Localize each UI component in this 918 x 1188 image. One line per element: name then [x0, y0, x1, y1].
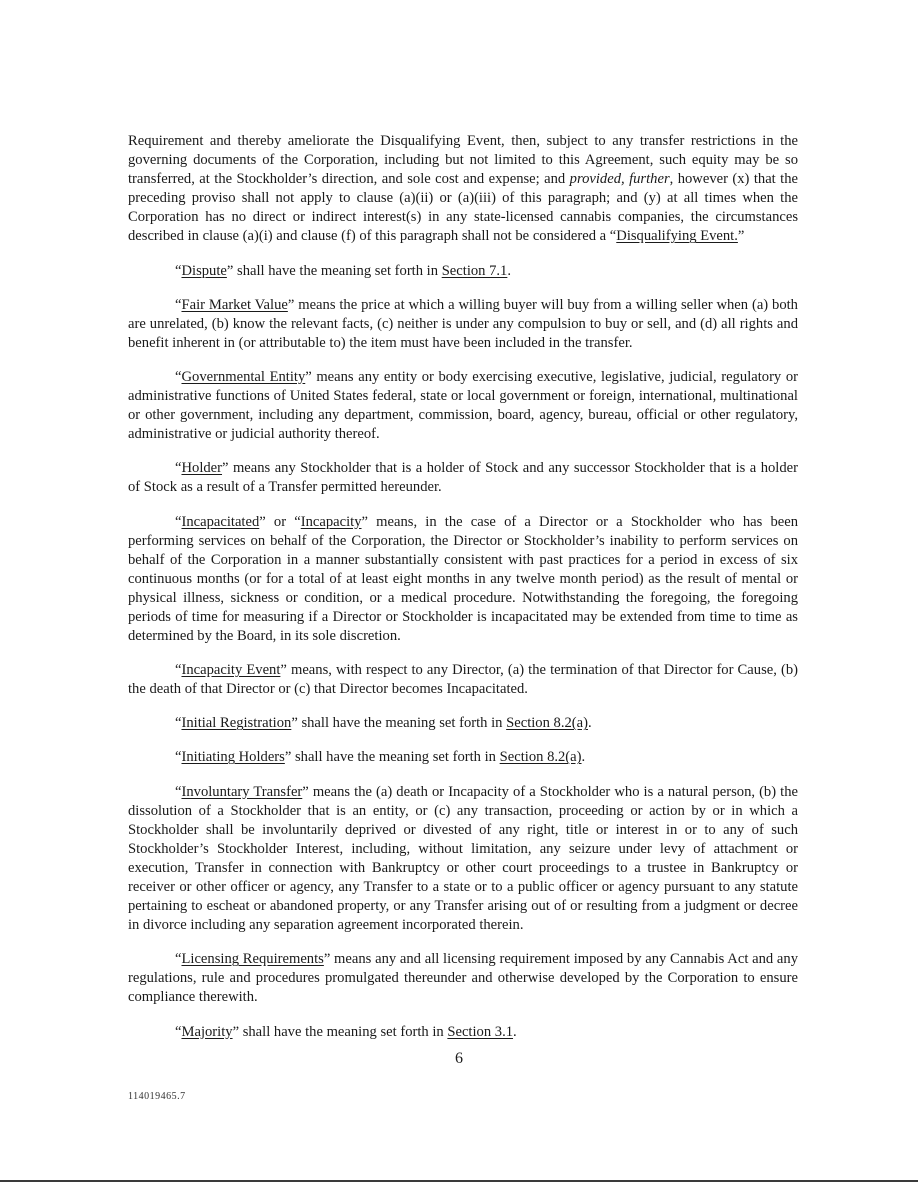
definition-text: ” means the price at which a willing buyer will buy from a willing seller when (a) both are unrelated, (b) know the relevant facts, (c) neither is under any compulsion to buy or sell, and (d) all rights and benefit inherent in (or attributable to) the item must have been included in the transfer.: [128, 296, 798, 351]
defined-term: Majority: [181, 1023, 233, 1040]
defined-term: Governmental Entity: [181, 368, 306, 385]
page-number: 6: [455, 1050, 463, 1067]
paragraph-text: Requirement and thereby ameliorate the Disqualifying Event, then, subject to any transfer restrictions in the governing documents of the Corporation, including but not limited to this Agreement, such equity may be so transferred, at the Stockholder’s direction, and sole cost and expense; and: [128, 133, 798, 188]
definition-text: ” shall have the meaning set forth in: [284, 749, 500, 766]
definition-text: ” means, in the case of a Director or a Stockholder who has been performing services on behalf of the Corporation, the Director or Stockholder’s inability to perform services on behalf of the Corporation in a manner substantially consistent with past practices for a period in excess of six continuous months (or for a total of at least eight months in any twelve month period) as the result of mental or physical illness, sickness or condition, or a medical procedure. Notwithstanding the foregoing, the foregoing periods of time for measuring if a Director or Stockholder is incapacitated may be extended from time to time as determined by the Board, in its sole discretion.: [128, 513, 798, 645]
defined-term: Involuntary Transfer: [181, 783, 303, 800]
definition-incapacitated: “Incapacitated” or “Incapacity” means, in the case of a Director or a Stockholder who has been performing services on behalf of the Corporation, the Director or Stockholder’s inability to perform services on behalf of the Corporation in a manner substantially consistent with past practices for a period in excess of six continuous months (or for a total of at least eight months in any twelve month period) as the result of mental or physical illness, sickness or condition, or a medical procedure. Notwithstanding the foregoing, the foregoing periods of time for measuring if a Director or Stockholder is incapacitated may be extended from time to time as determined by the Board, in its sole discretion.: [128, 513, 798, 645]
section-reference: Section 3.1: [447, 1023, 514, 1040]
definition-incapacity-event: “Incapacity Event” means, with respect to any Director, (a) the termination of that Director for Cause, (b) the death of that Director or (c) that Director becomes Incapacitated.: [128, 662, 798, 698]
definition-licensing-requirements: “Licensing Requirements” means any and all licensing requirement imposed by any Cannabis Act and any regulations, rule and procedures promulgated thereunder and otherwise developed by the Corporation to ensure compliance therewith.: [128, 951, 798, 1006]
defined-term: Incapacity: [300, 513, 362, 530]
definition-text: ” shall have the meaning set forth in: [291, 715, 507, 732]
continuation-paragraph: [128, 132, 798, 247]
definition-initial-registration: “Initial Registration” shall have the meaning set forth in Section 8.2(a).: [175, 715, 592, 732]
definition-holder: “Holder” means any Stockholder that is a holder of Stock and any successor Stockholder that is a holder of Stock as a result of a Transfer permitted hereunder.: [128, 460, 798, 496]
definition-involuntary-transfer: “Involuntary Transfer” means the (a) death or Incapacity of a Stockholder who is a natural person, (b) the dissolution of a Stockholder that is an entity, or (c) any transaction, proceeding or action by or in which a Stockholder shall be involuntarily deprived or divested of any right, title or interest in or to any of such Stockholder’s Stockholder Interest, including, without limitation, any seizure under levy of attachment or execution, Transfer in connection with Bankruptcy or other court proceedings to a trustee in Bankruptcy or receiver or other officer or agency, any Transfer to a state or to a public officer or agency pursuant to any statute pertaining to escheat or abandoned property, or any Transfer arising out of or resulting from a judgment or decree in divorce including any separation agreement incorporated therein.: [128, 783, 798, 934]
definition-text: ” means any and all licensing requirement imposed by any Cannabis Act and any regulations, rule and procedures promulgated thereunder and otherwise developed by the Corporation to ensure compliance therewith.: [128, 951, 798, 1006]
defined-term: Incapacity Event: [181, 662, 281, 679]
quote-mark: ”: [737, 228, 745, 245]
document-id: 114019465.7: [128, 1091, 186, 1102]
section-reference: Section 8.2(a): [506, 715, 588, 732]
defined-term: Licensing Requirements: [181, 951, 324, 968]
paragraph-text: , however (x) that the preceding proviso shall not apply to clause (a)(ii) or (a)(iii) of this paragraph; and (y) at all times when the Corporation has no direct or indirect interest(s) in any state-licensed cannabis companies, the circumstances described in clause (a)(i) and clause (f) of this paragraph shall not be considered a “: [128, 171, 799, 245]
defined-term: Dispute: [181, 262, 227, 279]
definition-text: ” shall have the meaning set forth in: [232, 1023, 448, 1040]
definition-dispute: “Dispute” shall have the meaning set forth in Section 7.1.: [175, 262, 512, 279]
defined-term: Incapacitated: [181, 513, 260, 530]
definition-fair-market-value: “Fair Market Value” means the price at which a willing buyer will buy from a willing seller when (a) both are unrelated, (b) know the relevant facts, (c) neither is under any compulsion to buy or sell, and (d) all rights and benefit inherent in (or attributable to) the item must have been included in the transfer.: [128, 296, 798, 351]
defined-term: Holder: [181, 460, 223, 477]
definition-text: ” shall have the meaning set forth in: [226, 262, 442, 279]
defined-term: Disqualifying Event.: [616, 228, 738, 245]
defined-term: Fair Market Value: [181, 296, 288, 313]
definition-governmental-entity: “Governmental Entity” means any entity or body exercising executive, legislative, judicial, regulatory or administrative functions of United States federal, state or local government or foreign, international, multinational or other government, including any department, commission, board, agency, bureau, official or other regulatory, administrative or judicial authority thereof.: [128, 368, 798, 443]
defined-term: Initial Registration: [181, 715, 292, 732]
definition-text: ” means, with respect to any Director, (a) the termination of that Director for Cause, (b) the death of that Director or (c) that Director becomes Incapacitated.: [128, 662, 798, 698]
section-reference: Section 7.1: [441, 262, 508, 279]
document-body: [128, 132, 798, 1057]
definition-text: ” means any entity or body exercising executive, legislative, judicial, regulatory or administrative functions of United States federal, state or local government or foreign, international, multinational or other government, including any department, commission, board, agency, bureau, official or other regulatory, administrative or judicial authority thereof.: [128, 368, 798, 443]
italic-text: provided, further: [569, 171, 670, 188]
definition-initiating-holders: “Initiating Holders” shall have the meaning set forth in Section 8.2(a).: [175, 749, 586, 766]
defined-term: Initiating Holders: [181, 749, 285, 766]
page-edge-divider: [0, 1180, 918, 1182]
definition-text: ” means any Stockholder that is a holder of Stock and any successor Stockholder that is a holder of Stock as a result of a Transfer permitted hereunder.: [128, 460, 798, 496]
definition-text: ” means the (a) death or Incapacity of a Stockholder who is a natural person, (b) the dissolution of a Stockholder that is an entity, or (c) any transaction, proceeding or action by or in which a Stockholder shall be involuntarily deprived or divested of any right, title or interest in or to any of such Stockholder’s Stockholder Interest, including, without limitation, any seizure under levy of attachment or execution, Transfer in connection with Bankruptcy or other court proceedings to a trustee in Bankruptcy or receiver or other officer or agency, any Transfer to a state or to a public officer or agency pursuant to any statute pertaining to escheat or abandoned property, or any Transfer arising out of or resulting from a judgment or decree in divorce including any separation agreement incorporated therein.: [128, 783, 798, 934]
definition-majority: “Majority” shall have the meaning set forth in Section 3.1.: [175, 1023, 517, 1040]
section-reference: Section 8.2(a): [499, 749, 582, 766]
